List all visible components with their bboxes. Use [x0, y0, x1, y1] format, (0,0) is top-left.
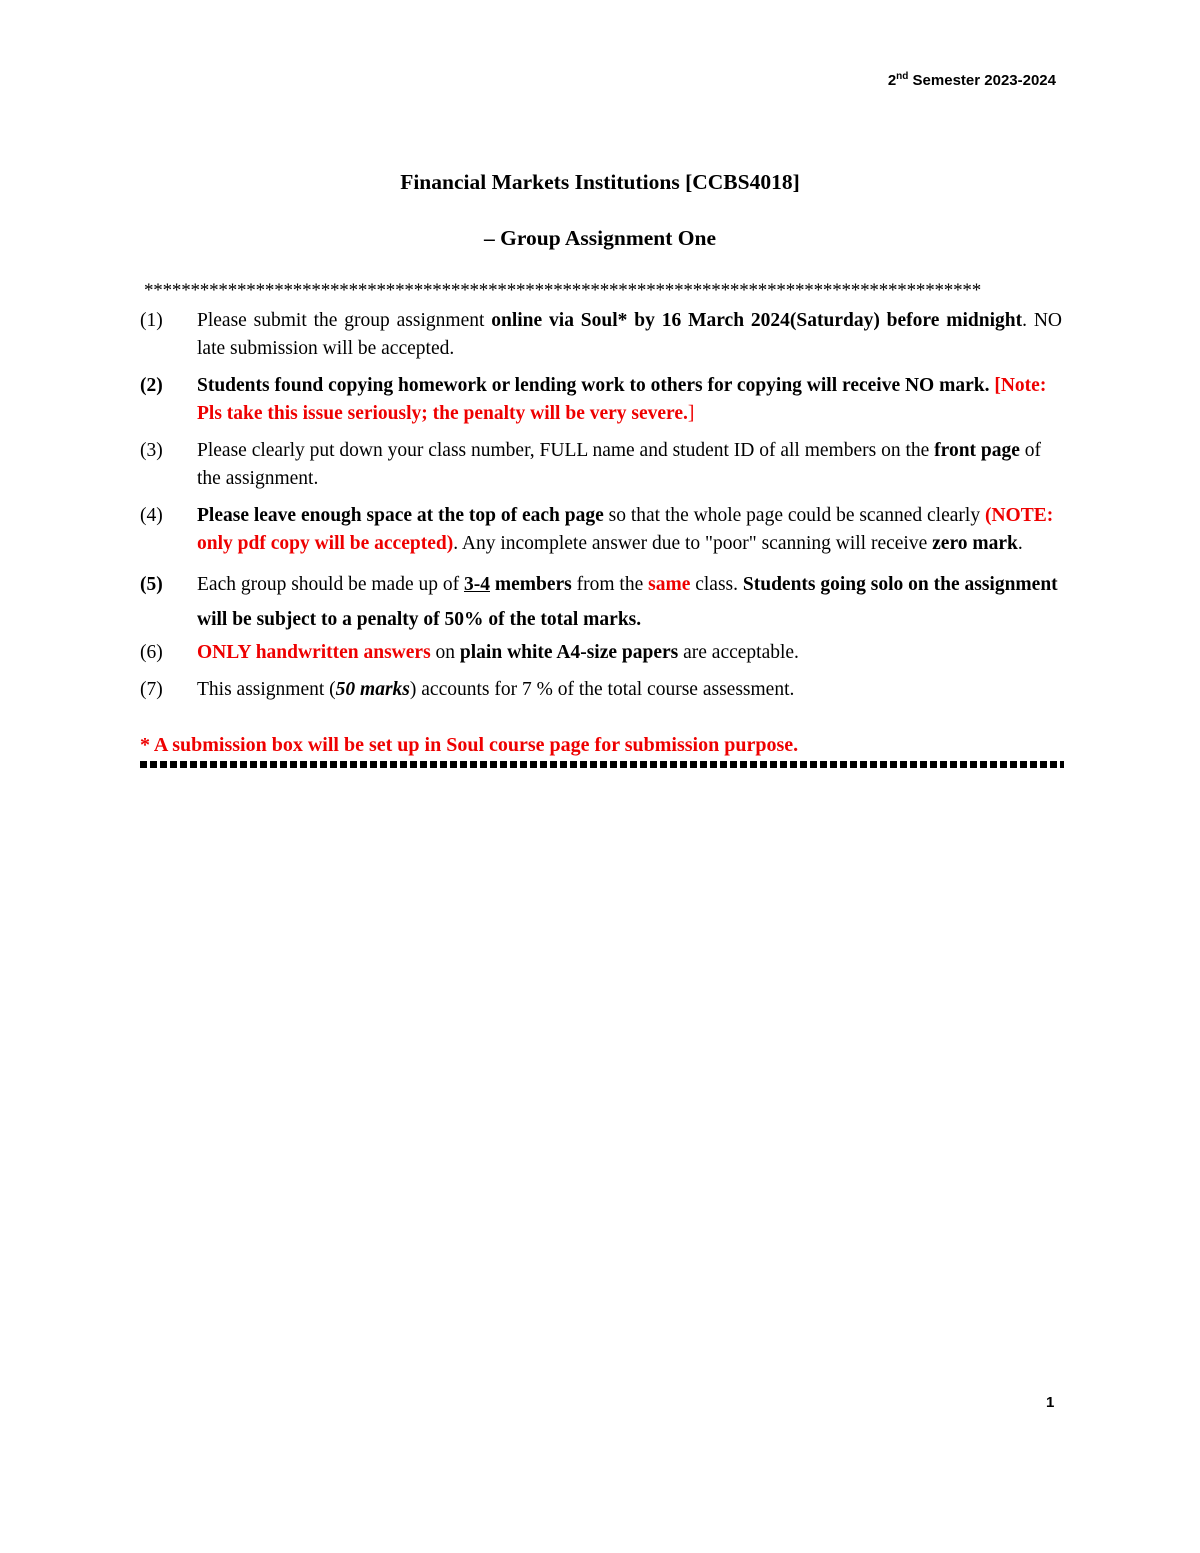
- instruction-number: (1): [140, 310, 163, 331]
- instruction-text: .: [1017, 533, 1023, 554]
- instruction-number: (7): [140, 679, 163, 700]
- star-divider: ******************************************************************************************: [144, 281, 982, 301]
- paper-emphasis: plain white A4-size papers: [459, 642, 679, 663]
- instruction-text: on: [430, 642, 460, 663]
- instruction-text: of the assignment.: [197, 440, 1042, 489]
- page-number: 1: [1046, 1394, 1055, 1411]
- deadline-text: online via Soul* by 16 March 2024(Saturday) before midnight: [491, 310, 1023, 331]
- marks-emphasis: 50 marks: [335, 679, 410, 700]
- group-size: 3-4: [463, 574, 490, 595]
- instruction-text: Please submit the group assignment: [197, 310, 492, 331]
- dashed-divider: [140, 761, 1064, 768]
- instruction-number: (2): [140, 375, 163, 396]
- members-emphasis: members: [489, 574, 572, 595]
- penalty-note-bracket: ]: [687, 403, 695, 424]
- semester-label: [888, 72, 1056, 89]
- instruction-text: are acceptable.: [678, 642, 799, 663]
- space-emphasis: Please leave enough space at the top of each page: [197, 505, 604, 526]
- instruction-number: (4): [140, 505, 163, 526]
- instruction-5: [140, 567, 1062, 637]
- instruction-4: [140, 502, 1062, 558]
- semester-suffix: nd: [896, 71, 909, 82]
- instruction-text: Please clearly put down your class number, FULL name and student ID of all members on the: [197, 440, 935, 461]
- instruction-text: from the: [571, 574, 649, 595]
- document-title: Financial Markets Institutions [CCBS4018]: [400, 170, 800, 194]
- front-page-emphasis: front page: [934, 440, 1020, 461]
- copying-warning: Students found copying homework or lending work to others for copying will receive NO mark.: [197, 375, 995, 396]
- instruction-text: . Any incomplete answer due to "poor" scanning will receive: [453, 533, 933, 554]
- penalty-note: [Note: Pls take this issue seriously; the penalty will be very severe.: [197, 375, 1047, 424]
- instruction-7: [140, 676, 1062, 704]
- semester-ordinal: 2: [887, 72, 897, 89]
- same-emphasis: same: [648, 574, 691, 595]
- instruction-6: [140, 639, 1062, 667]
- instructions-list: [140, 307, 1062, 713]
- pdf-note: (NOTE: only pdf copy will be accepted): [197, 505, 1054, 554]
- document-subtitle: – Group Assignment One: [484, 226, 716, 250]
- instruction-2: [140, 372, 1062, 428]
- instruction-text: . NO late submission will be accepted.: [197, 310, 1062, 359]
- instruction-1: [140, 307, 1062, 363]
- instruction-text: This assignment (: [197, 679, 336, 700]
- instruction-3: [140, 437, 1062, 493]
- handwritten-emphasis: ONLY handwritten answers: [197, 642, 431, 663]
- instruction-number: (3): [140, 440, 163, 461]
- solo-penalty: Students going solo on the assignment will be subject to a penalty of 50% of the total marks.: [197, 574, 1058, 630]
- semester-text: Semester 2023-2024: [908, 72, 1056, 89]
- instruction-text: so that the whole page could be scanned clearly: [603, 505, 985, 526]
- instruction-text: class.: [690, 574, 743, 595]
- instruction-text: Each group should be made up of: [197, 574, 464, 595]
- instruction-text: ) accounts for 7 % of the total course assessment.: [409, 679, 795, 700]
- zero-mark-emphasis: zero mark: [932, 533, 1018, 554]
- instruction-number: (5): [140, 574, 163, 595]
- instruction-number: (6): [140, 642, 163, 663]
- submission-box-note: * A submission box will be set up in Soul course page for submission purpose.: [140, 734, 799, 756]
